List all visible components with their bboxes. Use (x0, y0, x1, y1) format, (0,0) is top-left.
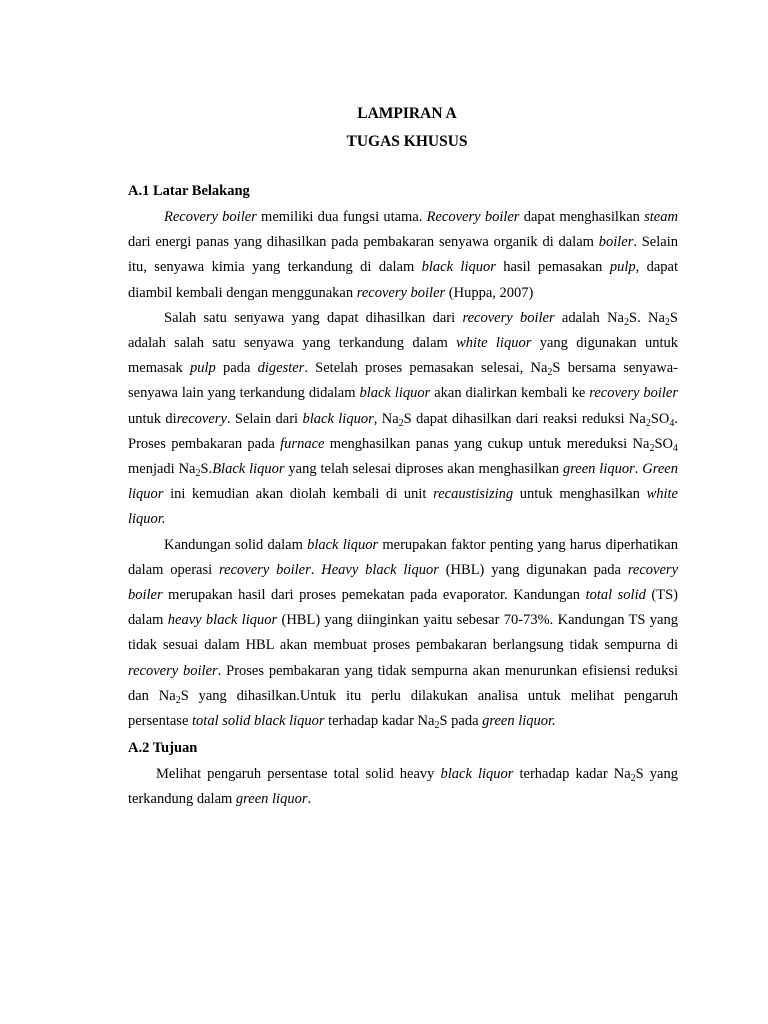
document-heading (136, 100, 678, 156)
text-run: merupakan hasil dari proses pemekatan pada evaporator. Kandungan (162, 587, 586, 604)
paragraph (128, 762, 678, 812)
text-run: terhadap kadar Na (513, 766, 631, 783)
text-run: dapat menghasilkan (519, 209, 645, 225)
text-run: merupakan faktor penting yang harus diperhatikan dalam operasi (128, 536, 678, 578)
italic-term: recovery (176, 410, 227, 427)
italic-term: Heavy black liquor (321, 561, 439, 578)
subscript: 2 (664, 316, 670, 328)
italic-term: pulp (609, 259, 636, 276)
paragraph (128, 533, 678, 735)
italic-term: recovery boiler (219, 561, 311, 578)
italic-term: Black liquor (212, 461, 285, 478)
text-run: Salah satu senyawa yang dapat dihasilkan dari (164, 309, 463, 326)
text-run: (HBL) yang diinginkan yaitu sebesar 70-73%. Kandungan TS yang tidak sesuai dalam HBL akan membuat proses pembakaran berlangsung tidak sempurna di (128, 612, 678, 654)
italic-term: total solid (585, 587, 646, 604)
text-run: ini kemudian akan diolah kembali di unit (163, 486, 434, 503)
text-run: S adalah salah satu senyawa yang terkandung dalam (128, 309, 678, 352)
text-run: SO (650, 410, 670, 427)
italic-term: boiler (598, 234, 634, 251)
subscript: 2 (649, 442, 655, 454)
italic-term: digester (257, 360, 305, 377)
italic-term: furnace (280, 435, 325, 452)
text-run: . Selain dari (226, 410, 303, 427)
text-run: S bersama senyawa-senyawa lain yang terkandung didalam (128, 360, 678, 402)
section-title: A.2 Tujuan (128, 740, 198, 757)
text-run: S. (200, 461, 213, 478)
text-run: . Selain itu, senyawa kimia yang terkandung di dalam (128, 234, 678, 276)
text-run: . (634, 461, 643, 478)
section-tujuan (128, 734, 678, 812)
italic-term: recovery boiler (128, 662, 218, 679)
text-run: S. Na (629, 309, 665, 326)
appendix-subtitle: TUGAS KHUSUS (346, 133, 468, 150)
text-run: S dapat dihasilkan dari reaksi reduksi Na (403, 410, 646, 427)
italic-term: recovery boiler (128, 561, 679, 604)
italic-term: black liquor (421, 259, 496, 276)
italic-term: black liquor (307, 536, 379, 553)
text-run: memiliki dua fungsi utama. (256, 209, 427, 225)
subscript: 2 (434, 720, 440, 732)
italic-term: white liquor. (128, 486, 678, 528)
text-run: . Proses pembakaran yang tidak sempurna akan menurunkan efisiensi reduksi dan Na (128, 662, 678, 704)
subscript: 2 (645, 417, 651, 429)
text-run: adalah Na (554, 309, 624, 326)
text-run: (TS) dalam (128, 587, 678, 629)
italic-term: Recovery boiler (426, 209, 520, 225)
text-run: untuk di (128, 410, 177, 427)
paragraph (128, 205, 678, 306)
text-run: akan dialirkan kembali ke (430, 385, 590, 402)
subscript: 4 (669, 417, 675, 429)
text-run: menghasilkan panas yang cukup untuk mereduksi Na (324, 435, 650, 452)
subscript: 2 (175, 694, 181, 706)
text-run: terhadap kadar Na (324, 713, 435, 730)
text-run: S pada (439, 713, 483, 730)
italic-term: green liquor (235, 791, 308, 808)
text-run: (HBL) yang digunakan pada (438, 561, 628, 578)
italic-term: green liquor (562, 461, 635, 478)
text-run: S yang dihasilkan.Untuk itu perlu dilakukan analisa untuk melihat pengaruh persentase (128, 687, 678, 730)
italic-term: recovery boiler (589, 385, 678, 402)
italic-term: black liquor (440, 766, 514, 783)
paragraph (128, 306, 678, 533)
text-run: yang telah selesai diproses akan menghasilkan (284, 461, 563, 478)
text-run: , Na (373, 410, 399, 427)
text-run: . Proses pembakaran pada (128, 410, 678, 452)
section-title: A.1 Latar Belakang (128, 183, 250, 199)
text-run: yang digunakan untuk memasak (128, 335, 678, 377)
appendix-title: LAMPIRAN A (357, 105, 457, 122)
text-run: pada (215, 360, 258, 377)
subscript: 4 (673, 442, 678, 454)
italic-term: green liquor. (482, 713, 556, 730)
italic-term: pulp (190, 360, 216, 377)
italic-term: black liquor (302, 410, 374, 427)
italic-term: recaustisizing (433, 486, 514, 503)
text-run: . Setelah proses pemasakan selesai, Na (304, 360, 548, 377)
text-run: (Huppa, 2007) (445, 284, 534, 301)
text-run: Kandungan solid dalam (164, 536, 308, 553)
text-run: , dapat diambil kembali dengan menggunakan (128, 259, 678, 301)
text-run: menjadi Na (128, 461, 196, 478)
italic-term: recovery boiler (462, 309, 555, 326)
text-run: S yang terkandung dalam (128, 766, 678, 808)
text-run: untuk menghasilkan (513, 486, 647, 503)
italic-term: total solid black liquor (192, 713, 325, 730)
section-latar-belakang (128, 177, 678, 734)
italic-term: Green liquor (128, 461, 678, 503)
subscript: 2 (624, 316, 629, 328)
text-run: hasil pemasakan (495, 259, 610, 276)
italic-term: black liquor (359, 385, 431, 402)
subscript: 2 (547, 367, 553, 379)
italic-term: Recovery boiler (164, 209, 257, 225)
subscript: 2 (398, 417, 404, 429)
text-run: Melihat pengaruh persentase total solid heavy (156, 766, 441, 783)
italic-term: recovery boiler (356, 284, 446, 301)
subscript: 2 (195, 468, 201, 480)
italic-term: heavy black liquor (167, 612, 278, 629)
subscript: 2 (630, 773, 636, 785)
text-run: SO (654, 435, 673, 452)
text-run: . (310, 561, 322, 578)
italic-term: steam (644, 209, 678, 225)
text-run: dari energi panas yang dihasilkan pada pembakaran senyawa organik di dalam (128, 234, 599, 251)
text-run: . (307, 791, 312, 808)
italic-term: white liquor (456, 335, 532, 352)
